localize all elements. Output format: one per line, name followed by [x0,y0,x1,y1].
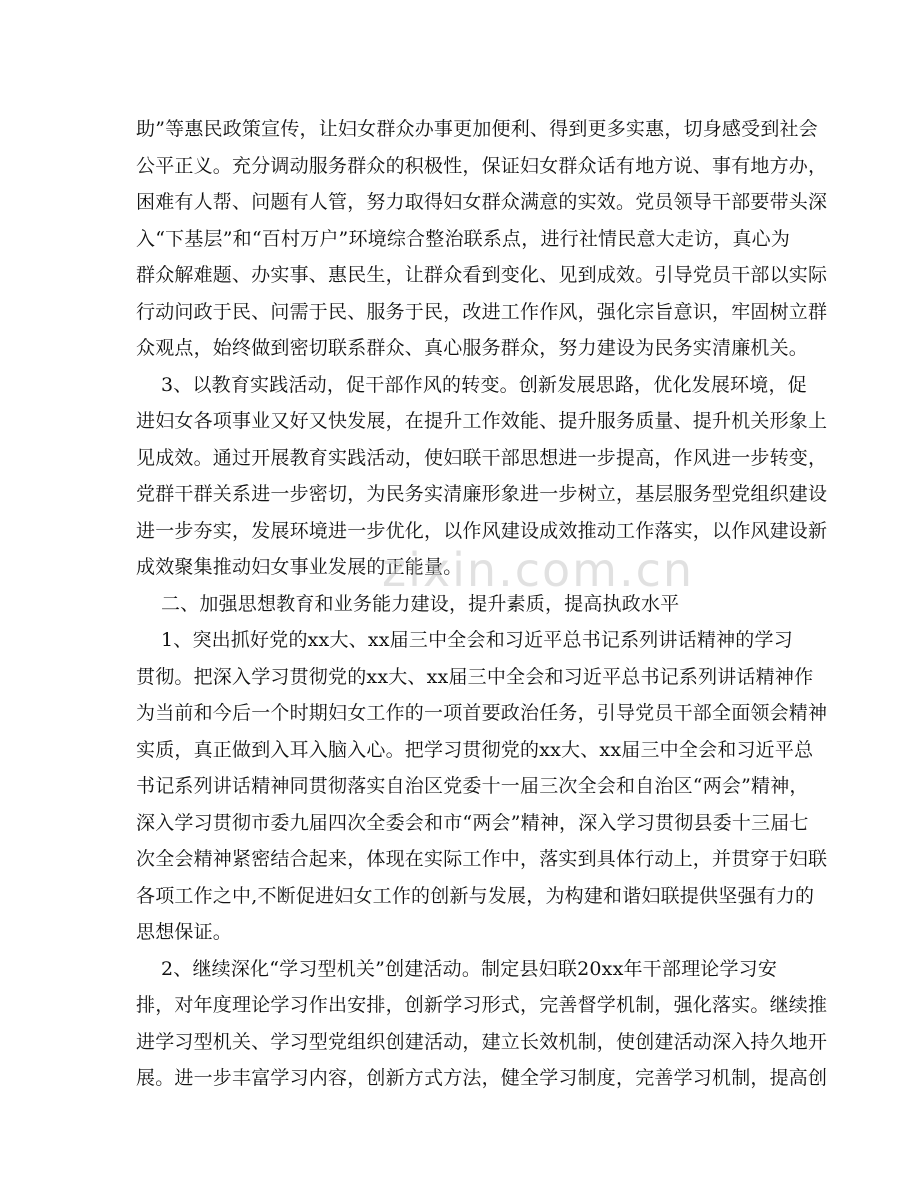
text-line: 展。进一步丰富学习内容，创新方式方法，健全学习制度，完善学习机制，提高创 [136,1067,828,1089]
text-line: 各项工作之中,不断促进妇女工作的创新与发展，为构建和谐妇联提供坚强有力的 [136,884,815,907]
section-heading: 二、加强思想教育和业务能力建设，提升素质，提高执政水平 [136,592,680,615]
text-line: 排，对年度理论学习作出安排，创新学习形式，完善督学机制，强化落实。继续推 [136,994,828,1016]
text-line: 贯彻。把深入学习贯彻党的xx大、xx届三中全会和习近平总书记系列讲话精神作 [136,665,814,688]
text-line: 见成效。通过开展教育实践活动，使妇联干部思想进一步提高，作风进一步转变， [136,446,828,469]
text-line: 进一步夯实，发展环境进一步优化，以作风建设成效推动工作落实，以作风建设新 [136,519,828,542]
text-line: 众观点，始终做到密切联系群众、真心服务群众，努力建设为民务实清廉机关。 [136,337,809,359]
body-text [136,111,828,1097]
text-line: 1、突出抓好党的xx大、xx届三中全会和习近平总书记系列讲话精神的学习 [136,629,793,651]
text-line: 进学习型机关、学习型党组织创建活动，建立长效机制，使创建活动深入持久地开 [136,1030,828,1053]
text-line: 党群干群关系进一步密切，为民务实清廉形象进一步树立，基层服务型党组织建设 [136,483,828,505]
text-line: 实质，真正做到入耳入脑入心。把学习贯彻党的xx大、xx届三中全会和习近平总 [136,738,814,761]
text-line: 书记系列讲话精神同贯彻落实自治区党委十一届三次全会和自治区“两会”精神， [136,775,809,797]
text-line: 3、以教育实践活动，促干部作风的转变。创新发展思路，优化发展环境，促 [136,373,807,396]
text-line: 进妇女各项事业又好又快发展，在提升工作效能、提升服务质量、提升机关形象上 [136,410,828,432]
text-line: 困难有人帮、问题有人管，努力取得妇女群众满意的实效。党员领导干部要带头深 [136,191,828,213]
text-line: 次全会精神紧密结合起来，体现在实际工作中，落实到具体行动上，并贯穿于妇联 [136,848,828,870]
text-line: 为当前和今后一个时期妇女工作的一项首要政治任务，引导党员干部全面领会精神 [136,702,828,724]
text-line: 深入学习贯彻市委九届四次全委会和市“两会”精神，深入学习贯彻县委十三届七 [136,811,809,834]
text-line: 群众解难题、办实事、惠民生，让群众看到变化、见到成效。引导党员干部以实际 [136,264,828,286]
text-line: 入“下基层”和“百村万户”环境综合整治联系点，进行社情民意大走访，真心为 [136,227,791,250]
text-line: 思想保证。 [136,921,233,943]
text-line: 公平正义。充分调动服务群众的积极性，保证妇女群众话有地方说、事有地方办， [136,154,828,177]
text-line: 行动问政于民、问需于民、服务于民，改进工作作风，强化宗旨意识，牢固树立群 [136,300,828,323]
watermark: zixin.com.cn [382,543,695,597]
text-line: 成效聚集推动妇女事业发展的正能量。 [136,556,463,578]
text-line: 助”等惠民政策宣传，让妇女群众办事更加便利、得到更多实惠，切身感受到社会 [136,118,818,140]
text-line: 2、继续深化“学习型机关”创建活动。制定县妇联20xx年干部理论学习安 [136,957,778,980]
